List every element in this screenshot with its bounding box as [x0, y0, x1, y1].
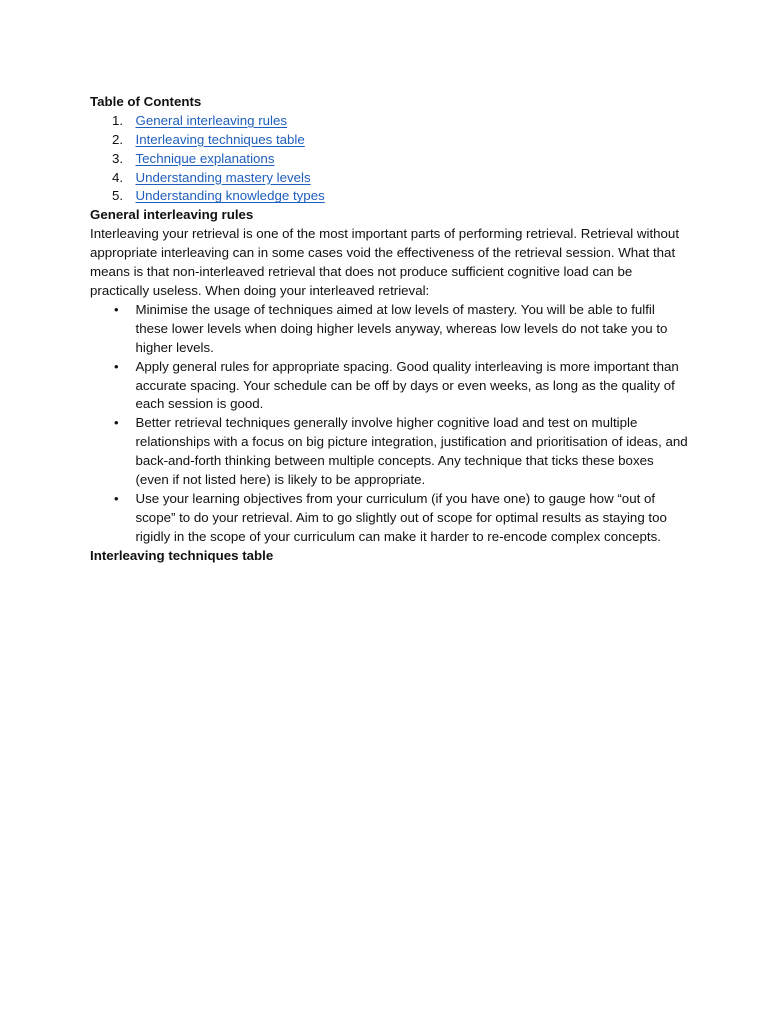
toc-item-number: 1.	[112, 112, 124, 128]
bullet-text: Use your learning objectives from your curriculum (if you have one) to gauge how “out of scope” to do your retrieval. Aim to go slightly out of scope for optimal results as staying too rigidly in the scope of your curriculum can make it harder to re-encode complex concepts.	[135, 490, 667, 544]
bullet-icon: •	[114, 490, 119, 506]
toc-link-understanding-knowledge-types[interactable]: Understanding knowledge types	[135, 188, 325, 204]
bullet-text: Minimise the usage of techniques aimed at low levels of mastery. You will be able to fulfil these lower levels when doing higher levels anyway, whereas low levels do not take you to higher levels.	[135, 301, 668, 355]
toc-link-technique-explanations[interactable]: Technique explanations	[135, 150, 275, 166]
toc-link-interleaving-techniques-table[interactable]: Interleaving techniques table	[135, 131, 305, 147]
toc-item	[90, 131, 690, 150]
bullet-item	[90, 414, 690, 490]
toc-item-number: 4.	[112, 169, 124, 185]
bullet-text: Apply general rules for appropriate spacing. Good quality interleaving is more important than accurate spacing. Your schedule can be off by days or even weeks, as long as the quality of each session is good.	[135, 358, 679, 412]
toc-item	[90, 112, 690, 131]
section-intro-paragraph: Interleaving your retrieval is one of the most important parts of performing retrieval. Retrieval without appropriate interleaving can in some cases void the effectiveness of the retrieval session. What that means is that non-interleaved retrieval that does not produce sufficient cognitive load can be practically useless. When doing your interleaved retrieval:	[90, 226, 680, 298]
bullet-item	[90, 358, 690, 415]
bullet-icon: •	[114, 301, 119, 317]
toc-item	[90, 169, 690, 188]
toc-item	[90, 187, 690, 206]
bullet-icon: •	[114, 358, 119, 374]
toc-link-understanding-mastery-levels[interactable]: Understanding mastery levels	[135, 169, 311, 185]
toc-item-number: 3.	[112, 150, 124, 166]
rules-bullet-list	[90, 301, 690, 547]
bullet-text: Better retrieval techniques generally involve higher cognitive load and test on multiple relationships with a focus on big picture integration, justification and prioritisation of ideas, and back-and-forth thinking between multiple concepts. Any technique that ticks these boxes (even if not listed here) is likely to be appropriate.	[135, 415, 688, 488]
toc-item-number: 2.	[112, 131, 124, 147]
bullet-icon: •	[114, 415, 119, 431]
bullet-item	[90, 490, 690, 547]
toc-title: Table of Contents	[90, 94, 202, 109]
table-of-contents	[90, 112, 690, 206]
section-heading-general-interleaving-rules: General interleaving rules	[90, 207, 254, 223]
toc-item	[90, 150, 690, 169]
document-page	[90, 93, 690, 566]
section-heading-interleaving-techniques-table: Interleaving techniques table	[90, 547, 274, 563]
toc-item-number: 5.	[112, 188, 124, 204]
toc-link-general-interleaving-rules[interactable]: General interleaving rules	[135, 112, 288, 128]
bullet-item	[90, 301, 690, 358]
